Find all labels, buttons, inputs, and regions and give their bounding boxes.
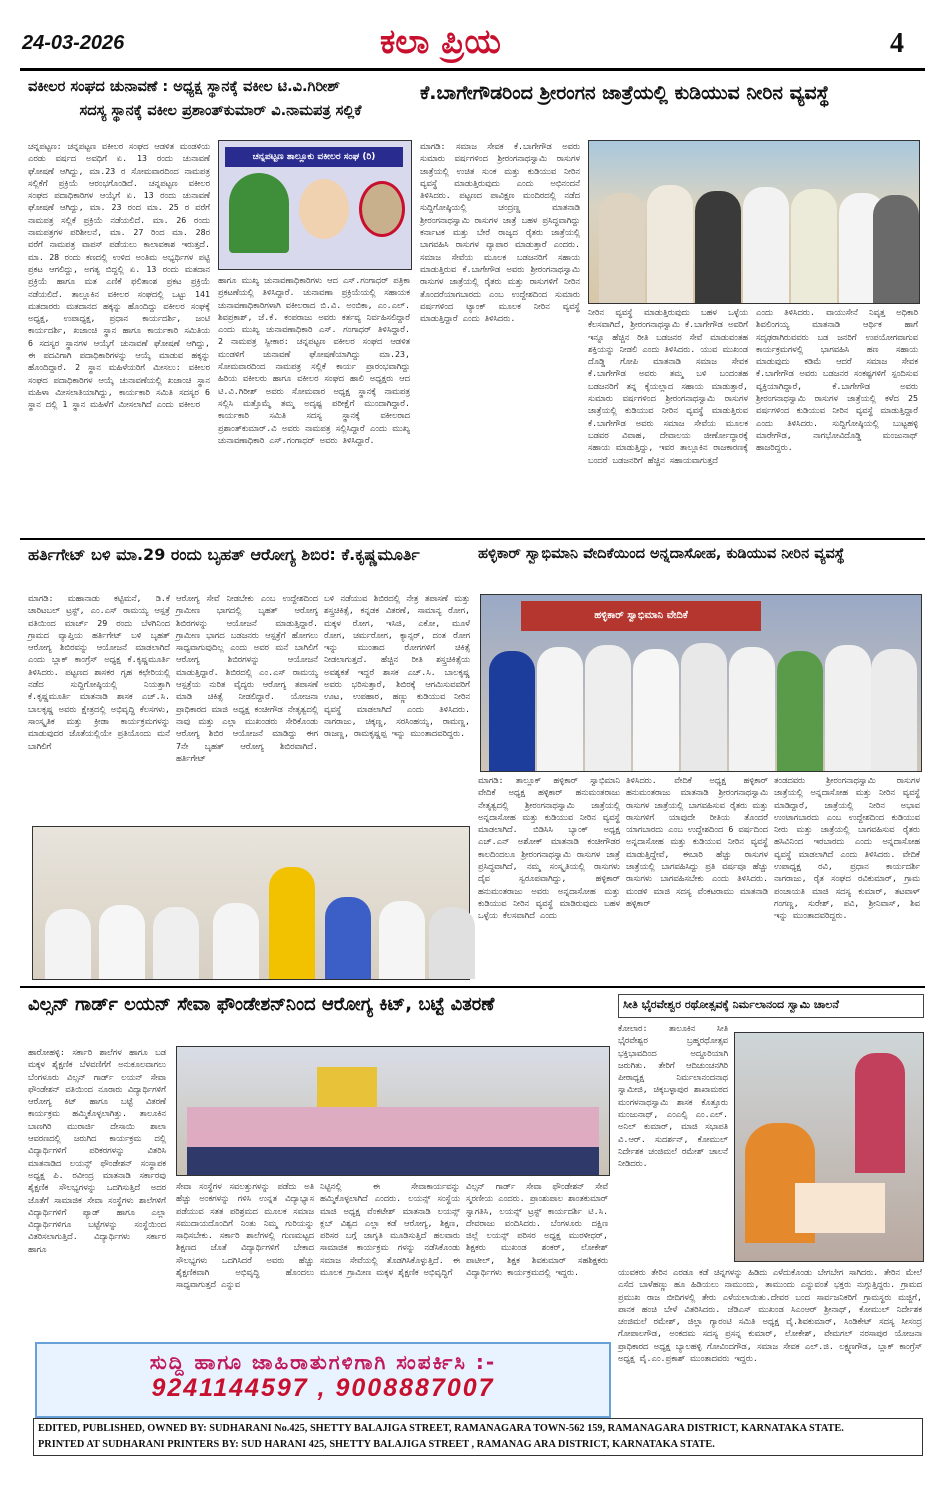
lions-column-3: ನಿಟ್ಟಿನಲ್ಲಿ ಈ ಸೇವಾಕಾರ್ಯವನ್ನು ಹಮ್ಮಿಕೊಳ್ಳಲಾಗಿದೆ ಎಂದರು. ಲಯನ್ಸ್ ಸಂಸ್ಥೆಯ ಮಾಜಿ ಅಧ್ಯಕ್ಷ ವೆಂಕಟೇಶ್ ಮಾತನಾಡಿ ಲಯನ್ಸ್ ಕ್ಲಬ್ ವಿಶ್ವದ ಎಲ್ಲಾ ಕಡೆ ಆರೋಗ್ಯ, ಶಿಕ್ಷಣ, ಪರಿಸರ ಬಗ್ಗೆ ಜಾಗೃತಿ ಮೂಡಿಸುತ್ತಿದೆ ಹಲವಾರು ಸಾಮಾಜಿಕ ಕಾರ್ಯಕ್ರಮ ಗಳನ್ನು ನಡೆಸಿಕೊಂಡು ಸಮಾಜ ಸೇವೆಯಲ್ಲಿ ತೊಡಗಿಸಿಕೊಳ್ಳುತ್ತಿದೆ. ಈ ಮೂಲಕ ಗ್ರಾಮೀಣ ಮಕ್ಕಳ ಶೈಕ್ಷಣಿಕ ಅಭಿವೃದ್ಧಿಗೆ (320, 1181, 460, 1278)
section-rule (20, 538, 925, 540)
person-figure (871, 649, 917, 771)
annadasoha-column-3: ತಂಡದವರು ಶ್ರೀರಂಗನಾಥಸ್ವಾಮಿ ರಾಸುಗಳ ಜಾತ್ರೆಯಲ್ಲಿ ಅನ್ನದಾಸೋಹ ಮತ್ತು ನೀರಿನ ವ್ಯವಸ್ಥೆ ಮಾಡಿದ್ದಾರೆ, ಜಾತ್ರೆಯಲ್ಲಿ ನೀರಿನ ಅಭಾವ ಉಂಟಾಗಬಾರದು ಎಂಬ ಉದ್ದೇಶದಿಂದ ಕುಡಿಯುವ ನೀರು ಮತ್ತು ಜಾತ್ರೆಯಲ್ಲಿ ಬಾಗವಹಿಸುವ ರೈತರು ಹಸಿವಿನಿಂದ ಇರಬಾರದು ಎಂದು ಅನ್ನದಾಸೋಹ ವ್ಯವಸ್ಥೆ ಮಾಡಲಾಗಿದೆ ಎಂದು ತಿಳಿಸಿದರು. ವೇದಿಕೆ ಉಪಾಧ್ಯಕ್ಷ ರವಿ, ಪ್ರಧಾನ ಕಾರ್ಯದರ್ಶಿ ನಾಗರಾಜು, ರೈತ ಸಂಘದ ರವಿಕುಮಾರ್, ಗ್ರಾಮ ಪಂಚಾಯತಿ ಮಾಜಿ ಸದಸ್ಯ ಕುಮಾರ್, ತಟವಾಳ್ ಗಂಗಣ್ಣ, ಸುರೇಶ್, ಪವಿ, ಶ್ರೀನಿವಾಸ್, ಶಿವ ಇನ್ನು ಮುಂತಾದವರಿದ್ದರು. (774, 775, 920, 921)
newspaper-title-text: ಕಲಾ ಪ್ರಿಯ (380, 22, 501, 62)
person-figure (45, 909, 91, 979)
imprint-footer (33, 1418, 923, 1456)
person-figure (379, 901, 425, 979)
person-figure (729, 647, 775, 771)
person-figure (777, 651, 823, 771)
health-camp-column-3: ಬಳಿ ನಡೆಯುವ ಶಿಬಿರದಲ್ಲಿ ನೇತ್ರ ತಪಾಸಣೆ ಮತ್ತು ಶಸ್ತ್ರಚಿಕಿತ್ಸೆ, ಕನ್ನಡಕ ವಿತರಣೆ, ಸಾಮಾನ್ಯ ರೋಗ, ಮಕ್ಕಳ ರೋಗ, ಇಸಿಜಿ, ಎಕೋ, ಮೂಳೆ ರೋಗ, ಚರ್ಮರೋಗ, ಕ್ಯಾನ್ಸರ್, ದಂತ ರೋಗ ಇನ್ನು ಮುಂತಾದ ರೋಗಗಳಿಗೆ ಚಿಕಿತ್ಸೆ ನೀಡಲಾಗುತ್ತದೆ. ಹೆಚ್ಚಿನ ರೀತಿ ಶಸ್ತ್ರಚಿಕಿತ್ಸೆಯ ಅವಶ್ಯಕತೆ ಇದ್ದರೆ ಶಾಸಕ ಎಚ್.ಸಿ. ಬಾಲಕೃಷ್ಣ ಅವರು ಭರಿಸುತ್ತಾರೆ, ಶಿಬಿರಕ್ಕೆ ಆಗಮಿಸುವವರಿಗೆ ಊಟ, ಉಪಹಾರ, ಹಣ್ಣು ಕುಡಿಯುವ ನೀರಿನ ವ್ಯವಸ್ಥೆ ಮಾಡಲಾಗಿದೆ ಎಂದು ತಿಳಿಸಿದರು. ನಾಗರಾಜು, ಚಿಕ್ಕಣ್ಣ, ಸರಸಿಂಹಯ್ಯ, ರಾಮಣ್ಣ, ರಾಜಣ್ಣ, ರಾಮಕೃಷ್ಣಪ್ಪ ಇನ್ನು ಮುಂತಾದವರಿದ್ದರು. (324, 593, 470, 739)
person-figure (647, 185, 693, 303)
person-figure (489, 651, 535, 771)
person-figure (633, 649, 679, 771)
swamiji-headline-box (618, 994, 924, 1018)
lions-headline: ವಿಲ್ಸನ್ ಗಾರ್ಡ್ ಲಯನ್ ಸೇವಾ ಫೌಂಡೇಶನ್‌ನಿಂದ ಆರೋಗ್ಯ ಕಿಟ್, ಬಟ್ಟೆ ವಿತರಣೆ (28, 994, 495, 1015)
person-figure (791, 189, 837, 303)
newspaper-title (380, 22, 501, 62)
advocates-headline-2: ಸದಸ್ಯ ಸ್ಥಾನಕ್ಕೆ ವಕೀಲ ಪ್ರಶಾಂತ್‌ಕುಮಾರ್ ವಿ.ನಾಮಪತ್ರ ಸಲ್ಲಿಕೆ (79, 103, 362, 119)
tree-illustration (229, 173, 289, 253)
person-figure (695, 191, 741, 303)
lions-column-1: ಹಾರೋಹಳ್ಳಿ: ಸರ್ಕಾರಿ ಶಾಲೆಗಳ ಹಾಗೂ ಬಡ ಮಕ್ಕಳ ಶೈಕ್ಷಣಿಕ ಬೆಳವಣಿಗೆಗೆ ಅನುಕೂಲವಾಗಲು ಬೆಂಗಳೂರು ವಿಲ್ಸನ್ ಗಾರ್ಡ್ ಲಯನ್ ಸೇವಾ ಫೌಂಡೇಶನ್ ವತಿಯಿಂದ ನೂರಾರು ವಿದ್ಯಾರ್ಥಿಗಳಿಗೆ ಆರೋಗ್ಯ ಕಿಟ್ ಹಾಗೂ ಬಟ್ಟೆ ವಿತರಣೆ ಕಾರ್ಯಕ್ರಮ ಹಮ್ಮಿಕೊಳ್ಳಲಾಗಿತ್ತು. ತಾಲೂಕಿನ ಬಾಣಗಿರಿ ಮುರಾರ್ಜಿ ದೇಸಾಯಿ ಶಾಲಾ ಆವರಣದಲ್ಲಿ ಜರುಗಿದ ಕಾರ್ಯಕ್ರಮ ದಲ್ಲಿ ವಿದ್ಯಾರ್ಥಿಗಳಿಗೆ ಪರಿಕರಗಳನ್ನು ವಿತರಿಸಿ ಮಾತನಾಡಿದ ಲಯನ್ಸ್ ಫೌಂಡೇಶನ್ ಸಂಸ್ಥಾಪಕ ಅಧ್ಯಕ್ಷ ಪಿ. ರವೀಂದ್ರ ಮಾತನಾಡಿ ಸರ್ಕಾರವು ಶೈಕ್ಷಣಿಕ ಸೌಲಭ್ಯಗಳನ್ನು ಒದಗಿಸುತ್ತಿದೆ ಅದರ ಜೊತೆಗೆ ಸಾಮಾಜಿಕ ಸೇವಾ ಸಂಸ್ಥೆಗಳು ಶಾಲೆಗಳಿಗೆ ವಿದ್ಯಾರ್ಥಿಗಳಿಗೆ ಪ್ಯಾಡ್ ಹಾಗೂ ಎಲ್ಲಾ ವಿದ್ಯಾರ್ಥಿಗಳಿಗೂ ಬಟ್ಟೆಗಳನ್ನು ಸಂಸ್ಥೆಯಿಂದ ವಿತರಿಸಲಾಗುತ್ತಿದೆ. ವಿದ್ಯಾರ್ಥಿಗಳು ಸರ್ಕಾರ ಹಾಗೂ (28, 1047, 166, 1254)
person-figure (585, 645, 631, 771)
contact-label: ಸುದ್ದಿ ಹಾಗೂ ಜಾಹಿರಾತುಗಳಿಗಾಗಿ ಸಂಪರ್ಕಿಸಿ :- (149, 1350, 497, 1374)
water-group-photo (588, 140, 920, 304)
person-figure (325, 897, 371, 979)
person-figure (213, 903, 259, 979)
contact-phones: 9241144597 , 9008887007 (151, 1374, 495, 1402)
annadasoha-headline: ಹಳ್ಳಿಕಾರ್ ಸ್ವಾಭಿಮಾನಿ ವೇದಿಕೆಯಿಂದ ಅನ್ನದಾಸೋಹ, ಕುಡಿಯುವ ನೀರಿನ ವ್ಯವಸ್ಥೆ (478, 546, 845, 562)
advocates-headline-1: ವಕೀಲರ ಸಂಘದ ಚುನಾವಣೆ : ಅಧ್ಯಕ್ಷ ಸ್ಥಾನಕ್ಕೆ ವಕೀಲ ಟಿ.ವಿ.ಗಿರೀಶ್ (28, 79, 340, 95)
advocates-column-1: ಚನ್ನಪಟ್ಟಣ: ಚನ್ನಪಟ್ಟಣ ವಕೀಲರ ಸಂಘದ ಆಡಳಿತ ಮಂಡಳಿಯ ಎರಡು ವರ್ಷದ ಅವಧಿಗೆ ಏ. 13 ರಂದು ಚುನಾವಣೆ ಘೋಷಣೆ ಆಗಿದ್ದು, ಮಾ.23 ರ ಸೋಮವಾರದಿಂದ ನಾಮಪತ್ರ ಸಲ್ಲಿಕೆಗೆ ಪ್ರಕ್ರಿಯೆ ಆರಂಭಗೊಂಡಿದೆ. ಚನ್ನಪಟ್ಟಣ ವಕೀಲರ ಸಂಘದ ಪದಾಧಿಕಾರಿಗಳ ಆಯ್ಕೆಗೆ ಏ. 13 ರಂದು ಚುನಾವಣೆ ಘೋಷಣೆ ಆಗಿದ್ದು, ಮಾ. 23 ರಂದ ಮಾ. 25 ರ ವರೆಗೆ ನಾಮಪತ್ರ ಸಲ್ಲಿಕೆ ಪ್ರಕ್ರಿಯೆ ನಡೆಯಲಿದೆ. ಮಾ. 26 ರಂದು ನಾಮಪತ್ರಗಳ ಪರಿಶೀಲನೆ, ಮಾ. 27 ರಿಂದ ಮಾ. 28ರ ವರೆಗೆ ನಾಮಪತ್ರ ವಾಪಸ್ ಪಡೆಯಲು ಕಾಲಾವಕಾಶ ಇರುತ್ತದೆ. ಮಾ. 28 ರಂದು ಕಣದಲ್ಲಿ ಉಳಿದ ಅಂತಿಮ ಅಭ್ಯರ್ಥಿಗಳ ಪಟ್ಟಿ ಪ್ರಕಟ ಆಗಲಿದ್ದು, ಅಗತ್ಯ ಬಿದ್ದಲ್ಲಿ ಏ. 13 ರಂದು ಮತದಾನ ಪ್ರಕ್ರಿಯೆ ಹಾಗೂ ಮತ ಎಣಿಕೆ ಫಲಿತಾಂಶ ಪ್ರಕಟ ಪ್ರಕ್ರಿಯೆ ನಡೆಯಲಿದೆ. ತಾಲ್ಲೂಕಿನ ವಕೀಲರ ಸಂಘದಲ್ಲಿ ಒಟ್ಟು 141 ಮತದಾರರು ಮತದಾನದ ಹಕ್ಕನ್ನು ಹೊಂದಿದ್ದು ವಕೀಲರ ಸಂಘಕ್ಕೆ ಅಧ್ಯಕ್ಷ, ಉಪಾಧ್ಯಕ್ಷ, ಪ್ರಧಾನ ಕಾರ್ಯದರ್ಶಿ, ಜಂಟಿ ಕಾರ್ಯದರ್ಶಿ, ಖಜಾಂಚಿ ಸ್ಥಾನ ಹಾಗೂ ಕಾರ್ಯಕಾರಿ ಸಮಿತಿಯ 6 ಸದಸ್ಯರ ಸ್ಥಾನಗಳ ಆಯ್ಕೆಗೆ ಚುನಾವಣೆ ಘೋಷಣೆ ಆಗಿದ್ದು, ಈ ಪದವಿಗಾಗಿ ಪದಾಧಿಕಾರಿಗಳನ್ನು ಆಯ್ಕೆ ಮಾಡುವ ಹಕ್ಕನ್ನು ಹೊಂದಿದ್ದಾರೆ. 2 ಸ್ಥಾನ ಮಹಿಳೆಯರಿಗೆ ಮೀಸಲು: ವಕೀಲರ ಸಂಘದ ಪದಾಧಿಕಾರಿಗಳ ಆಯ್ಕೆ ಚುನಾವಣೆಯಲ್ಲಿ ಖಜಾಂಚಿ ಸ್ಥಾನ ಮಹಿಳಾ ಮೀಸಲಾತಿಯಾಗಿದ್ದು, ಕಾರ್ಯಕಾರಿ ಸಮಿತಿ ಸದಸ್ಯರ 6 ಸ್ಥಾನ ದಲ್ಲಿ 1 ಸ್ಥಾನ ಮಹಿಳೆಗೆ ಮೀಸಲಾಗಿದೆ ಎಂದು ವಕೀಲರ (28, 141, 210, 410)
annadasoha-column-1: ಮಾಗಡಿ: ತಾಲ್ಲೂಕ್ ಹಳ್ಳಿಕಾರ್ ಸ್ವಾಭಿಮಾನಿ ವೇದಿಕೆ ಅಧ್ಯಕ್ಷ ಹಳ್ಳಿಕಾರ್ ಹನುಮಂತರಾಜು ನೇತೃತ್ವದಲ್ಲಿ ಶ್ರೀರಂಗನಾಥಸ್ವಾಮಿ ಜಾತ್ರೆಯಲ್ಲಿ ಅನ್ನದಾಸೋಹ ಮತ್ತು ಕುಡಿಯುವ ನೀರಿನ ವ್ಯವಸ್ಥೆ ಮಾಡಲಾಗಿದೆ. ಬಿಡಿಸಿಸಿ ಬ್ಯಾಂಕ್ ಅಧ್ಯಕ್ಷ ಎಚ್.ಎನ್ ಅಶೋಕ್ ಮಾತನಾಡಿ ಕಂಚೀಗೌಡರ ಕಾಲದಿಂದಲೂ ಶ್ರೀರಂಗನಾಥಸ್ವಾಮಿ ರಾಸುಗಳ ಜಾತ್ರೆ ಪ್ರಸಿದ್ಧವಾಗಿದೆ, ನಮ್ಮ ಸಂಸ್ಕೃತಿಯಲ್ಲಿ ರಾಸುಗಳು ದೈವ ಸ್ವರೂಪವಾಗಿದ್ದು, ಹಳ್ಳಿಕಾರ್ ಹನುಮಂತರಾಜು ಅವರು ಅನ್ನದಾಸೋಹ ಮತ್ತು ಕುಡಿಯುವ ನೀರಿನ ವ್ಯವಸ್ಥೆ ಮಾಡಿರುವುದು ಬಹಳ ಒಳ್ಳೆಯ ಕೆಲಸವಾಗಿದೆ ಎಂದು (478, 775, 620, 921)
students-row (187, 1107, 599, 1147)
lions-column-4: ವಿಲ್ಸನ್ ಗಾರ್ಡ್ ಸೇವಾ ಫೌಂಡೇಶನ್ ಸೇವೆ ಸ್ಮರಣೀಯ ಎಂದರು. ಪ್ರಾಂಶುಪಾಲ ಶಾಂತಕುಮಾರ್ ಸ್ವಾಗತಿಸಿ, ಲಯನ್ಸ್ ಟ್ರಸ್ಟ್ ಕಾರ್ಯದರ್ಶಿ ಟಿ.ಸಿ. ದೇವರಾಜು ವಂದಿಸಿದರು. ಬೆಂಗಳೂರು ದಕ್ಷಿಣ ಜಿಲ್ಲೆ ಲಯನ್ಸ್ ಪರಿಸರ ಅಧ್ಯಕ್ಷ ಮುರಳೀಧರ್, ಶಿಕ್ಷಕರು ಮುಖಂಡ ಶಂಕರ್, ಲೋಕೇಶ್ ಪಾಟೀಲ್, ಶಿಕ್ಷಕ ಶಿವಕುಮಾರ್ ಸಹಶಿಕ್ಷಕರು ವಿದ್ಯಾರ್ಥಿಗಳು ಕಾರ್ಯಕ್ರಮದಲ್ಲಿ ಇದ್ದರು. (466, 1181, 608, 1278)
devotee-figure (855, 1053, 905, 1173)
imprint-line-2: PRINTED AT SUDHARANI PRINTERS BY: SUD HARANI 425, SHETTY BALAJIGA STREET , RAMANAG ARA DISTRICT, KARNATAKA STATE. (38, 1439, 715, 1450)
annadasoha-group-photo (480, 594, 922, 772)
health-camp-column-1: ಮಾಗಡಿ: ಮಹಾನಾಡು ಕಟ್ಟಿಮನೆ, ಡಿ.ಕೆ ಚಾರಿಟಬಲ್ ಟ್ರಸ್ಟ್, ಎಂ.ಎಸ್ ರಾಮಯ್ಯ ಆಸ್ಪತ್ರೆ ವತಿಯಿಂದ ಮಾರ್ಚ್ 29 ರಂದು ಬೆಳಗಿನಿಂದ ಗ್ರಾಮದ ವ್ಯಾಪ್ತಿಯ ಹರ್ತಿಗೇಟ್ ಬಳಿ ಬೃಹತ್ ಆರೋಗ್ಯ ಶಿಬಿರವನ್ನು ಆಯೋಜನೆ ಮಾಡಲಾಗಿದೆ ಎಂದು ಬ್ಲಾಕ್ ಕಾಂಗ್ರೆಸ್ ಅಧ್ಯಕ್ಷ ಕೆ.ಕೃಷ್ಣಮೂರ್ತಿ ತಿಳಿಸಿದರು. ಪಟ್ಟಣದ ಶಾಸಕರ ಗೃಹ ಕಛೇರಿಯಲ್ಲಿ ನಡೆದ ಸುದ್ದಿಗೋಷ್ಠಿಯಲ್ಲಿ ನಿಯತ್ತಾಗಿ ಕೆ.ಕೃಷ್ಣಮೂರ್ತಿ ಮಾತನಾಡಿ ಶಾಸಕ ಎಚ್.ಸಿ. ಬಾಲಕೃಷ್ಣ ಅವರು ಕ್ಷೇತ್ರದಲ್ಲಿ ಅಭಿವೃದ್ಧಿ ಕೆಲಸಗಳು, ಸಾಂಸ್ಕೃತಿಕ ಮತ್ತು ಕ್ರೀಡಾ ಕಾರ್ಯಕ್ರಮಗಳನ್ನು ಮಾಡುವುದರ ಜೊತೆಯಲ್ಲಿಯೇ ಪ್ರತಿಯೊಂದು ಮನೆ ಬಾಗಿಲಿಗೆ (28, 593, 170, 751)
person-figure (825, 645, 871, 771)
person-figure (681, 643, 727, 771)
person-figure (99, 905, 145, 979)
advocates-banner-photo (218, 140, 412, 270)
offering-table (795, 1183, 885, 1233)
health-camp-column-2: ಆರೋಗ್ಯ ಸೇವೆ ನೀಡಬೇಕು ಎಂಬ ಉದ್ದೇಶದಿಂದ ಗ್ರಾಮೀಣ ಭಾಗದಲ್ಲಿ ಬೃಹತ್ ಆರೋಗ್ಯ ಶಿಬಿರಗಳನ್ನು ಆಯೋಜನೆ ಮಾಡುತ್ತಿದ್ದಾರೆ. ಗ್ರಾಮೀಣ ಭಾಗದ ಬಡಜನರು ಆಸ್ಪತ್ರೆಗೆ ಹೋಗಲು ಸಾಧ್ಯವಾಗುವುದಿಲ್ಲ ಎಂದು ಅವರ ಮನೆ ಬಾಗಿಲಿಗೆ ಆರೋಗ್ಯ ಶಿಬಿರಗಳನ್ನು ಆಯೋಜನೆ ಮಾಡುತ್ತಿದ್ದಾರೆ. ಶಿಬಿರದಲ್ಲಿ ಎಂ.ಎಸ್ ರಾಮಯ್ಯ ಆಸ್ಪತ್ರೆಯ ನುರಿತ ವೈದ್ಯರು ಆರೋಗ್ಯ ತಪಾಸಣೆ ಮಾಡಿ ಚಿಕಿತ್ಸೆ ನೀಡಲಿದ್ದಾರೆ. ಯೋಜನಾ ಪ್ರಾಧಿಕಾರದ ಮಾಜಿ ಅಧ್ಯಕ್ಷ ಕಂಚೀಗೌಡ ನೇತೃತ್ವದಲ್ಲಿ ನಾವು ಮತ್ತು ಎಲ್ಲಾ ಮುಖಂಡರು ಸೇರಿಕೊಂಡು ಆರೋಗ್ಯ ಶಿಬಿರ ಆಯೋಜನೆ ಮಾಡಿದ್ದು ಈಗ 7ನೇ ಬೃಹತ್ ಆರೋಗ್ಯ ಶಿಬಿರವಾಗಿದೆ. ಹರ್ತಿಗೇಟ್ (176, 593, 318, 763)
issue-date: 24-03-2026 (22, 32, 125, 54)
masthead-rule (20, 68, 925, 71)
person-figure (429, 907, 475, 979)
person-figure (873, 195, 919, 303)
lions-members (317, 1067, 377, 1107)
section-rule (20, 986, 925, 988)
portrait-circle (359, 181, 405, 237)
person-figure (743, 187, 789, 303)
swamiji-column-2: ಯುವಕರು ತೇರಿನ ಎರಡೂ ಕಡೆ ಚಿನ್ನಗಳನ್ನು ಹಿಡಿದು ಎಳೆದುಕೊಂಡು ಬೇಗಬೇಗ ಸಾಗಿದರು. ತೇರಿನ ಮೇಲೆ ಎಸೆದ ಬಾಳೆಹಣ್ಣು ಹೂ ಹಿಡಿಯಲು ನಾಮುಂದು, ತಾಮುಂದು ಎನ್ನುವಂತೆ ಭಕ್ತರು ನುಗ್ಗುತ್ತಿದ್ದರು. ಗ್ರಾಮದ ಪ್ರಮುಖ ರಾಜ ಬೀದಿಗಳಲ್ಲಿ ತೇರು ಎಳೆಯಲಾಯಿತು.ದೇವರ ಬಂದ ಸಾರ್ವಜನಿಕರಿಗೆ ಗ್ರಾಮಸ್ಥರು ಮಜ್ಜಿಗೆ, ಪಾನಕ ಹಂಚಿ ಬೇಳೆ ವಿತರಿಸಿದರು. ಜೆಡಿಎಸ್ ಮುಖಂಡ ಸಿಎಂಆರ್ ಶ್ರೀನಾಥ್, ಕೋಮುಲ್ ನಿರ್ದೇಶಕ ಚಂಜಿಮಲೆ ರಮೇಶ್, ಜಿಲ್ಲಾ ಗ್ಯಾರಂಟಿ ಸಮಿತಿ ಅಧ್ಯಕ್ಷ ವೈ.ಶಿವಕುಮಾರ್, ಸಿಂಡಿಕೇಟ್ ಸದಸ್ಯ ಸೀಸಂದ್ರ ಗೋಪಾಲಗೌಡ, ಅಂಕದಮ ಸದಸ್ಯ ಪ್ರಸನ್ನ ಕುಮಾರ್, ಲೋಕೇಶ್, ವೇಮಗಲ್ ನರಸಾಪುರ ಯೋಜನಾ ಪ್ರಾಧಿಕಾರದ ಅಧ್ಯಕ್ಷ ಬ್ಯಾಲಹಳ್ಳಿ ಗೋವಿಂದಗೌಡ, ಸಮಾಜ ಸೇವಕ ಎಲ್.ಜಿ. ಲಕ್ಷ್ಮಣಗೌಡ, ಬ್ಲಾಕ್ ಕಾಂಗ್ರೆಸ್ ಅಧ್ಯಕ್ಷ ವೈ.ಎಂ.ಪ್ರಕಾಶ್ ಮುಂತಾದವರು ಇದ್ದರು. (618, 1267, 922, 1364)
person-figure (153, 907, 199, 979)
swamiji-photo (734, 1032, 924, 1262)
annadasoha-banner: ಹಳ್ಳಿಕಾರ್ ಸ್ವಾಭಿಮಾನಿ ವೇದಿಕೆ (521, 601, 761, 631)
water-headline: ಕೆ.ಬಾಗೇಗೌಡರಿಂದ ಶ್ರೀರಂಗನ ಜಾತ್ರೆಯಲ್ಲಿ ಕುಡಿಯುವ ನೀರಿನ ವ್ಯವಸ್ಥೆ (420, 82, 830, 104)
water-column-1b (420, 306, 580, 533)
water-column-3: ಎಂದು ತಿಳಿಸಿದರು. ವಾಯುಸೇನೆ ನಿವೃತ್ತ ಅಧಿಕಾರಿ ಶಿವಲಿಂಗಯ್ಯ ಮಾತನಾಡಿ ಆರ್ಥಿಕ ಹಾಗೆ ಸದೃಢರಾಗಿರುವವರು ಬಡ ಜನರಿಗೆ ಉಪಯೋಗವಾಗುವ ಕಾರ್ಯಕ್ರಮಗಳಲ್ಲಿ ಭಾಗವಹಿಸಿ ಹಣ ಸಹಾಯ ಮಾಡುವುದು ಕಡಿಮೆ ಆದರೆ ಸಮಾಜ ಸೇವಕ ಕೆ.ಬಾಗೇಗೌಡ ಅವರು ಬಡಜನರ ಸಂಕಷ್ಟಗಳಿಗೆ ಸ್ಪಂದಿಸುವ ವ್ಯಕ್ತಿಯಾಗಿದ್ದಾರೆ, ಕೆ.ಬಾಗೇಗೌಡ ಅವರು ಶ್ರೀರಂಗನಾಥಸ್ವಾಮಿ ರಾಸುಗಳ ಜಾತ್ರೆಯಲ್ಲಿ ಕಳೆದ 25 ವರ್ಷಗಳಿಂದ ಕುಡಿಯುವ ನೀರಿನ ವ್ಯವಸ್ಥೆ ಮಾಡುತ್ತಿದ್ದಾರೆ ಎಂದು ತಿಳಿಸಿದರು. ಸುದ್ದಿಗೋಷ್ಠಿಯಲ್ಲಿ ಬುಟ್ಟಹಳ್ಳಿ ಮಾರೇಗೌಡ, ನಾಗಭೋವಿದೊಡ್ಡಿ ಮಂಜುನಾಥ್ ಹಾಜರಿದ್ದರು. (756, 307, 918, 453)
annadasoha-column-2: ತಿಳಿಸಿದರು. ವೇದಿಕೆ ಅಧ್ಯಕ್ಷ ಹಳ್ಳಿಕಾರ್ ಹನುಮಂತರಾಜು ಮಾತನಾಡಿ ಶ್ರೀರಂಗನಾಥಸ್ವಾಮಿ ರಾಸುಗಳ ಜಾತ್ರೆಯಲ್ಲಿ ಬಾಗವಹಿಸುವ ರೈತರು ಮತ್ತು ರಾಸುಗಳಿಗೆ ಯಾವುದೇ ರೀತಿಯ ತೊಂದರೆ ಯಾಗಬಾರದು ಎಂಬ ಉದ್ದೇಶದಿಂದ 6 ವರ್ಷದಿಂದ ಅನ್ನದಾಸೋಹ ಮತ್ತು ಕುಡಿಯುವ ನೀರಿನ ವ್ಯವಸ್ಥೆ ಮಾಡುತ್ತಿದ್ದೇವೆ, ಈಬಾರಿ ಹೆಚ್ಚು ರಾಸುಗಳ ಜಾತ್ರೆಯಲ್ಲಿ ಬಾಗವಹಿಸಿದ್ದು ಪ್ರತಿ ವರ್ಷವೂ ಹೆಚ್ಚು ರಾಸುಗಳು ಬಾಗವಹಿಸಬೇಕು ಎಂದು ತಿಳಿಸಿದರು. ಮಂಡಳಿ ಮಾಜಿ ಸದಸ್ಯ ವೆಂಕಟರಾಮು ಮಾತನಾಡಿ ಹಳ್ಳಿಕಾರ್ (626, 775, 769, 908)
health-camp-headline: ಹರ್ತಿಗೇಟ್ ಬಳಿ ಮಾ.29 ರಂದು ಬೃಹತ್ ಆರೋಗ್ಯ ಶಿಬಿರ: ಕೆ.ಕೃಷ್ಣಮೂರ್ತಿ (28, 545, 420, 564)
person-figure (599, 193, 645, 303)
advocates-column-2: ಹಾಗೂ ಮುಖ್ಯ ಚುನಾವಣಾಧಿಕಾರಿಗಳು ಆದ ಎಸ್.ಗಂಗಾಧರ್ ಪತ್ರಿಕಾ ಪ್ರಕಟಣೆಯಲ್ಲಿ ತಿಳಿಸಿದ್ದಾರೆ. ಚುನಾವಣಾ ಪ್ರಕ್ರಿಯೆಯಲ್ಲಿ ಸಹಾಯಕ ಚುನಾವಣಾಧಿಕಾರಿಗಳಾಗಿ ವಕೀಲರಾದ ಬಿ.ವಿ. ಅಂಬಿಕಾ, ಎಂ.ಎಲ್. ಶಿವಪ್ರಕಾಶ್, ಜೆ.ಕೆ. ಕಂಪರಾಜು ಅವರು ಕರ್ತವ್ಯ ನಿರ್ವಹಿಸಲಿದ್ದಾರೆ ಎಂದು ಮುಖ್ಯ ಚುನಾವಣಾಧಿಕಾರಿ ಎಸ್. ಗಂಗಾಧರ್ ತಿಳಿಸಿದ್ದಾರೆ. 2 ನಾಮಪತ್ರ ಸ್ವೀಕಾರ: ಚನ್ನಪಟ್ಟಣ ವಕೀಲರ ಸಂಘದ ಆಡಳಿತ ಮಂಡಳಿಗೆ ಚುನಾವಣೆ ಘೋಷಣೆಯಾಗಿದ್ದು ಮಾ.23, ಸೋಮವಾರದಿಂದ ನಾಮಪತ್ರ ಸಲ್ಲಿಕೆ ಕಾರ್ಯ ಪ್ರಾರಂಭವಾಗಿದ್ದು ಹಿರಿಯ ವಕೀಲರು ಹಾಗೂ ವಕೀಲರ ಸಂಘದ ಹಾಲಿ ಅಧ್ಯಕ್ಷರು ಆದ ಟಿ.ವಿ.ಗಿರೀಶ್ ಅವರು ಸೋಮವಾರ ಅಧ್ಯಕ್ಷ ಸ್ಥಾನಕ್ಕೆ ನಾಮಪತ್ರ ಸಲ್ಲಿಸಿ ಮತ್ತೊಮ್ಮೆ ತಮ್ಮ ಅದೃಷ್ಟ ಪರೀಕ್ಷೆಗೆ ಮುಂದಾಗಿದ್ದಾರೆ. ಕಾರ್ಯಕಾರಿ ಸಮಿತಿ ಸದಸ್ಯ ಸ್ಥಾನಕ್ಕೆ ವಕೀಲರಾದ ಪ್ರಶಾಂತ್‌ಕುಮಾರ್.ವಿ ಅವರು ನಾಮಪತ್ರ ಸಲ್ಲಿಸಿದ್ದಾರೆ ಎಂದು ಮುಖ್ಯ ಚುನಾವಣಾಧಿಕಾರಿ ಎಸ್.ಗಂಗಾಧರ್ ಅವರು ತಿಳಿಸಿದ್ದಾರೆ. (218, 275, 410, 445)
contact-box (35, 1342, 611, 1418)
water-column-2: ನೀರಿನ ವ್ಯವಸ್ಥೆ ಮಾಡುತ್ತಿರುವುದು ಬಹಳ ಒಳ್ಳೆಯ ಕೆಲಸವಾಗಿದೆ, ಶ್ರೀರಂಗನಾಥಸ್ವಾಮಿ ಕೆ.ಬಾಗೇಗೌಡ ಅವರಿಗೆ ಇನ್ನೂ ಹೆಚ್ಚಿನ ರೀತಿ ಬಡಜನರ ಸೇವೆ ಮಾಡುವಂತಹ ಶಕ್ತಿಯನ್ನು ನೀಡಲಿ ಎಂದು ತಿಳಿಸಿದರು. ಯುವ ಮುಖಂಡ ದೊಡ್ಡಿ ಗೋಪಿ ಮಾತನಾಡಿ ಸಮಾಜ ಸೇವಕ ಕೆ.ಬಾಗೇಗೌಡ ಅವರು ತಮ್ಮ ಬಳಿ ಬಂದಂತಹ ಬಡಜನರಿಗೆ ತನ್ನ ಕೈಯಲ್ಲಾದ ಸಹಾಯ ಮಾಡುತ್ತಾರೆ, ಸುಮಾರು ವರ್ಷಗಳಿಂದ ಶ್ರೀರಂಗನಾಥಸ್ವಾಮಿ ರಾಸುಗಳ ಜಾತ್ರೆಯಲ್ಲಿ ಕುಡಿಯುವ ನೀರಿನ ವ್ಯವಸ್ಥೆ ಮಾಡುತ್ತಿರುವ ಕೆ.ಬಾಗೇಗೌಡ ಅವರು ಸಮಾಜ ಸೇವೆಯ ಮೂಲಕ ಬಡವರ ವಿವಾಹ, ದೇವಾಲಯ ಜೀರ್ಣೋದ್ಧಾರಕ್ಕೆ ಸಹಾಯ ಮಾಡುತ್ತಿದ್ದು, ಇವರ ತಾಲ್ಲೂಕಿನ ರಾಜಕಾರಣಕ್ಕೆ ಬಂದರೆ ಬಡಜನರಿಗೆ ಹೆಚ್ಚಿನ ಸಹಾಯವಾಗುತ್ತದೆ (588, 307, 748, 465)
water-column-1: ಮಾಗಡಿ: ಸಮಾಜ ಸೇವಕ ಕೆ.ಬಾಗೇಗೌಡ ಅವರು ಸುಮಾರು ವರ್ಷಗಳಿಂದ ಶ್ರೀರಂಗನಾಥಸ್ವಾಮಿ ರಾಸುಗಳ ಜಾತ್ರೆಯಲ್ಲಿ ಉಚಿತ ಸುಂಕ ಮತ್ತು ಕುಡಿಯುವ ನೀರಿನ ವ್ಯವಸ್ಥೆ ಮಾಡುತ್ತಿರುವುದು ಎಂದು ಅಭಿನಂದನೆ ತಿಳಿಸಿದರು. ಪಟ್ಟಣದ ಪಾವಿಕ್ಷಣ ಮಂದಿರದಲ್ಲಿ ನಡೆದ ಸುದ್ದಿಗೋಷ್ಠಿಯಲ್ಲಿ ಚಂದ್ರಣ್ಣ ಮಾತನಾಡಿ ಶ್ರೀರಂಗನಾಥಸ್ವಾಮಿ ರಾಸುಗಳ ಜಾತ್ರೆ ಬಹಳ ಪ್ರಸಿದ್ಧವಾಗಿದ್ದು ಕರ್ನಾಟಕ ಮತ್ತು ಬೇರೆ ರಾಜ್ಯದ ರೈತರು ಜಾತ್ರೆಯಲ್ಲಿ ಬಾಗವಹಿಸಿ ರಾಸುಗಳ ವ್ಯಾಪಾರ ಮಾಡುತ್ತಾರೆ ಎಂದರು. ಸಮಾಜ ಸೇವೆಯ ಮೂಲಕ ಬಡಜನರಿಗೆ ಸಹಾಯ ಮಾಡುತ್ತಿರುವ ಕೆ.ಬಾಗೇಗೌಡ ಅವರು ಶ್ರೀರಂಗನಾಥಸ್ವಾಮಿ ರಾಸುಗಳ ಜಾತ್ರೆಯಲ್ಲಿ ರೈತರು ಮತ್ತು ರಾಸುಗಳಿಗೆ ನೀರಿನ ತೊಂದರೆಯಾಗಬಾರದು ಎಂಬ ಉದ್ದೇಶದಿಂದ ಸುಮಾರು ವರ್ಷಗಳಿಂದ ಟ್ಯಾಂಕ್ ಮೂಲಕ ನೀರಿನ ವ್ಯವಸ್ಥೆ ಮಾಡುತ್ತಿದ್ದಾರೆ ಎಂದು ತಿಳಿಸಿದರು. (420, 141, 580, 324)
person-figure (269, 867, 315, 979)
advocates-banner-title: ಚನ್ನಪಟ್ಟಣ ತಾಲ್ಲೂಕು ವಕೀಲರ ಸಂಘ (ರಿ) (225, 147, 403, 167)
swamiji-headline: ಸೀತಿ ಭೈರವೇಶ್ವರ ರಥೋತ್ಸವಕ್ಕೆ ನಿರ್ಮಲಾನಂದ ಸ್ವಾಮಿ ಚಾಲನೆ (623, 998, 839, 1011)
swamiji-column-1: ಕೋಲಾರ: ತಾಲೂಕಿನ ಸೀತಿ ಭೈರವೇಶ್ವರ ಬ್ರಹ್ಮರಥೋತ್ಸವ ಭಕ್ತಿಭಾವದಿಂದ ಅದ್ದೂರಿಯಾಗಿ ಜರುಗಿತು. ತೇರಿಗೆ ಆದಿಚುಂಚನಗಿರಿ ಪೀಠಾಧ್ಯಕ್ಷ ನಿರ್ಮಲಾನಂದನಾಥ ಸ್ವಾಮೀಜಿ, ಚಿಕ್ಕಬಳ್ಳಾಪುರ ಶಾಖಾಮಠದ ಮಂಗಳನಾಥಸ್ವಾಮಿ ಶಾಸಕ ಕೊತ್ತೂರು ಮಂಜುನಾಥ್, ಎಂಎಲ್ಸಿ ಎಂ.ಎಲ್. ಅನಿಲ್ ಕುಮಾರ್, ಮಾಜಿ ಸಭಾಪತಿ ವಿ.ಆರ್. ಸುದರ್ಶನ್, ಕೋಮುಲ್ ನಿರ್ದೇಶಕ ಚಂಜಿಮಲೆ ರಮೇಶ್ ಚಾಲನೆ ನೀಡಿದರು. (618, 1023, 728, 1169)
health-camp-photo (32, 826, 470, 980)
lions-group-photo (176, 1046, 610, 1176)
page-number: 4 (890, 28, 904, 59)
lions-column-2: ಸೇವಾ ಸಂಸ್ಥೆಗಳ ಸವಲತ್ತುಗಳನ್ನು ಪಡೆದು ಅತಿ ಹೆಚ್ಚು ಅಂಕಗಳನ್ನು ಗಳಿಸಿ ಉನ್ನತ ವಿದ್ಯಾಭ್ಯಾಸ ಪಡೆಯುವ ಸತತ ಪರಿಶ್ರಮದ ಮೂಲಕ ಸಮಾಜ ಸಮುದಾಯದೊಂದಿಗೆ ನಿಂತು ನಿಮ್ಮ ಗುರಿಯನ್ನು ಸಾಧಿಸಬೇಕು. ಸರ್ಕಾರಿ ಶಾಲೆಗಳಲ್ಲಿ ಗುಣಮಟ್ಟದ ಶಿಕ್ಷಣದ ಜೊತೆ ವಿದ್ಯಾರ್ಥಿಗಳಿಗೆ ಬೇಕಾದ ಸೌಲಭ್ಯಗಳು ಒದಗಿಸಿದರೆ ಅವರು ಹೆಚ್ಚು ಶೈಕ್ಷಣಿಕವಾಗಿ ಅಭಿವೃದ್ಧಿ ಹೊಂದಲು ಸಾಧ್ಯವಾಗುತ್ತದೆ ಎನ್ನುವ (176, 1181, 314, 1290)
students-front-row (187, 1147, 599, 1175)
imprint-line-1: EDITED, PUBLISHED, OWNED BY: SUDHARANI No.425, SHETTY BALAJIGA STREET, RAMANAGARA TOWN-562 159, RAMANAGARA DISTRICT, KARNATAKA STATE. (38, 1423, 844, 1434)
person-figure (537, 647, 583, 771)
portrait-illustration (299, 179, 349, 239)
